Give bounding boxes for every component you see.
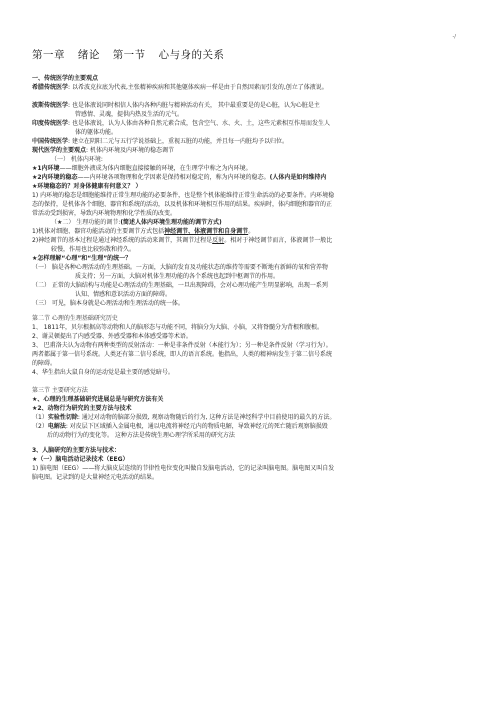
history-1: 1、 1811年，贝尔根据高等动物和人的脑形态与功能不同，将脑分为大脑、小脑，又将脊髓分为背根和腹根。: [32, 324, 323, 331]
text-lesion: : 通过对动物的脑部分损毁, 观察动物随后的行为, 这种方法是神经科学中目前使用的最久的方法。: [77, 414, 336, 421]
text-regulation-1: 1)机体对细胞、器官功能活动的主要调节方式包括: [32, 228, 165, 235]
methods-heading: ★、心理的生理基础研究进展总是与研究方法有关: [32, 396, 164, 403]
question-homeostasis-cont: ★环境稳态的？对身体健康有何意义？ ）: [32, 183, 142, 190]
key-regulation-types: 神经调节、体液调节和自身调节: [164, 228, 249, 235]
document-body: [32, 49, 468, 482]
section-3-heading: 第三节 主要研究方法: [32, 387, 88, 394]
question-homeostasis: (人体内是如何维持内: [269, 174, 327, 181]
text-electrolysis: : 对皮层下区域插入金属电极，通以电流将神经元内的物质电解，导致神经元的死亡随后观察脑损毁: [65, 423, 328, 430]
key-reflex: 反射: [212, 237, 225, 244]
question-regulation: (简述人体内环境生理功能的调节方式): [120, 219, 222, 226]
text-chinese: : 建立在阴阳二元与五行学说基础上，重视五脏的功能，并且每一内脏均予以归位。: [68, 138, 288, 145]
para-modern: [32, 146, 468, 155]
term-electrolysis: 电解法: [47, 423, 66, 430]
para-indian-cont: 体的躯体功能。: [75, 129, 118, 136]
para-persian: [32, 101, 468, 110]
method-electrolysis: （2）电解法: 对皮层下区域插入金属电极，通以电流将神经元内的物质电解，导致神经元的死亡随后观察脑损毁: [32, 423, 328, 430]
text-homeostasis: ——内环境各项物理和化学因素是保持相对稳定的，称为内环境的稳态。: [77, 174, 270, 181]
question-mind-body: ★怎样理解“心理”和“生理”的统一？: [32, 255, 132, 262]
method-electrolysis-cont: 后的动物行为的变化等。 这种方法是传统生理心理学所采用的研究方法: [47, 432, 235, 439]
term-lesion: 实验性切除: [47, 414, 78, 421]
para-persian-cont: 管感情、灵魂，提供内热及生活的元气。: [75, 111, 184, 118]
human-methods-heading: 3、人脑研究的主要方法与技术：: [32, 447, 121, 454]
para-homeostasis-3: 常活动受到损害，导致内环境物理和化学性质的改变。: [32, 210, 177, 217]
para-homeostasis-2: 态的保持，是机体各个细胞、器官和系统的活动，以及机体和环境相互作用的结果。疾病时，体内细胞和器官的正: [32, 201, 333, 208]
term-internal-env: ★1内环境: [32, 165, 60, 172]
subheading-internal-env: （一） 机体内环境:: [51, 156, 103, 163]
para-regulation-2: 2)神经调节的基本过程是通过神经系统的活动来调节，其调节过程是反射。相对于神经调节而言，体液调节一般比: [32, 237, 333, 244]
eeg-heading: ★（一）脑电活动记录技术（EEG）: [32, 456, 129, 463]
para-regulation-1: 1)机体对细胞、器官功能活动的主要调节方式包括神经调节、体液调节和自身调节。: [32, 228, 255, 235]
term-homeostasis: ★2内环境的稳态: [32, 174, 78, 181]
history-4: 4、华生指出大鼠自身的运动觉是最主要的感觉暗号。: [32, 369, 174, 376]
heading-traditional: 一、传统医学的主要观点: [32, 75, 99, 82]
section-2-heading: 第二节 心理的生理基础研究历史: [32, 315, 118, 322]
para-homeostasis: [32, 173, 468, 182]
section-label: 第一节: [112, 49, 146, 61]
history-2: 2、谢灵顿提出了内感受器、外感受器和本体感受器等术语。: [32, 333, 192, 340]
text-greek: : 以希波克拉底为代表,主张精神疾病和其他躯体疾病一样是由于自然因素而引发的,创立了体液说。: [68, 84, 328, 91]
text-regulation: （★二） 生理功能的调节:: [51, 219, 121, 226]
para-homeostasis-1: 1) 内环境的稳态是细胞能维持正常生理功能的必要条件，也是整个机体能维持正常生命活动的必要条件。内环境稳: [32, 192, 335, 199]
term-modern: 现代医学的主要观点: [32, 147, 87, 154]
para-internal-env: [32, 164, 468, 173]
para-mind-body-2-cont: 认知、情感和意识活动方面的障碍。: [75, 291, 172, 298]
para-regulation-2-cont: 较慢，作用也比较弥散和持久。: [51, 246, 136, 253]
text-modern: : 机体内环境及内环境的稳态调节: [86, 147, 174, 154]
term-indian: 印度传统医学: [32, 120, 69, 127]
page-corner-mark: -/: [452, 34, 456, 40]
eeg-para-1: 1) 脑电图（EEG）——将大脑皮层连续的节律性电位变化叫做自发脑电活动，它的记录叫脑电图。脑电图又叫自发: [32, 465, 335, 472]
history-3-cont: 两者都属于第一信号系统。人类还有第二信号系统，即人的语言系统。他指出，人类的精神病发生于第二信号系统: [32, 351, 333, 358]
para-mind-body-1: （一） 脑是各种心理活动的生理基础。一方面，大脑的发育及功能状态的维持等需要不断地有新鲜的氧和营养物: [32, 264, 328, 271]
text-indian: : 也是体液说，认为人体由各种自然元素合成，包含空气、水、火、土，这些元素相互作用而发生人: [68, 120, 330, 127]
para-mind-body-1-cont: 质支持；另一方面，大脑对机体生理功能的各个系统也起到中枢调节的作用。: [75, 273, 280, 280]
animal-methods-heading: ★2、动物行为研究的主要方法与技术: [32, 405, 132, 412]
eeg-para-2: 脑电图。记录到的是大量神经元电活动的结果。: [32, 474, 159, 481]
chapter-name: 绪论: [77, 49, 100, 61]
text-regulation-2: 2)神经调节的基本过程是通过神经系统的活动来调节，其调节过程是: [32, 237, 213, 244]
para-indian: [32, 119, 468, 128]
history-3: 3、 巴甫洛夫认为动物有两种类型的反射活动：一种是非条件反射（本能行为）；另一种是条件反射（学习行为）。: [32, 342, 332, 349]
history-3-end: 的障碍。: [32, 360, 57, 367]
term-persian: 波斯传统医学: [32, 102, 69, 109]
para-mind-body-3: （三） 可见，脑本身就是心理活动和生理活动的统一体。: [32, 300, 184, 307]
text-internal-env: ——细胞外液成为体内细胞直接接触的环境，在生理学中称之为内环境。: [59, 165, 252, 172]
para-mind-body-2: （二） 正常的大脑结构与功能是心理活动的生理基础，一旦出现障碍，会对心理功能产生明显影响，出现一系列: [32, 282, 328, 289]
chapter-label: 第一章: [32, 49, 65, 61]
term-greek: 希腊传统医学: [32, 84, 69, 91]
method-lesion: （1）实验性切除: 通过对动物的脑部分损毁, 观察动物随后的行为, 这种方法是神经科学中目前使用的最久的方法。: [32, 414, 336, 421]
para-greek: [32, 83, 468, 92]
text-persian: : 也是体液说同时相信人体内各种内脏与精神活动有关， 其中最重要是的是心脏，认为心脏是主: [68, 102, 320, 109]
topic-label: 心与身的关系: [158, 49, 225, 61]
term-chinese: 中国传统医学: [32, 138, 69, 145]
page-title: [32, 49, 468, 62]
para-chinese: [32, 137, 468, 146]
subheading-regulation: [32, 218, 468, 227]
